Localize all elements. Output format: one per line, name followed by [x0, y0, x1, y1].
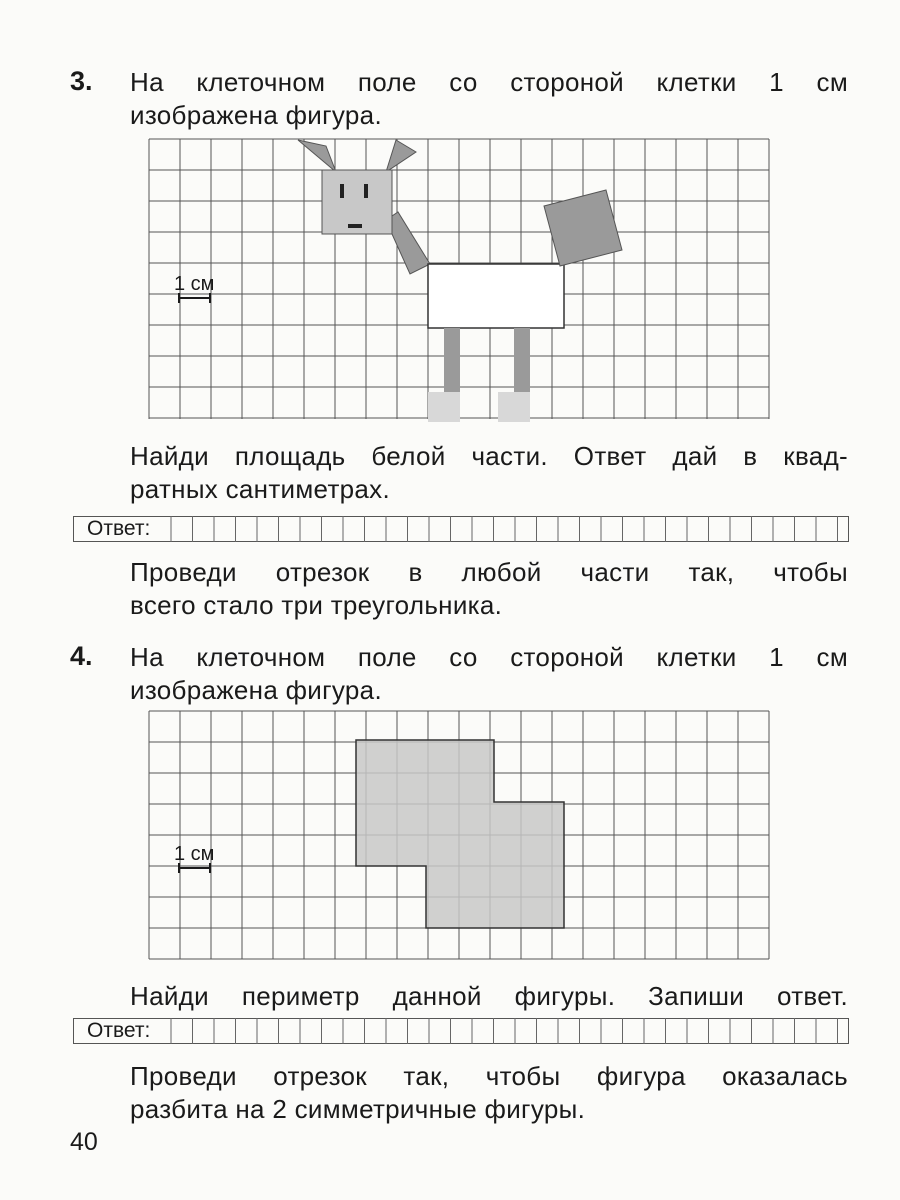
task-3-scale-marker — [174, 273, 214, 303]
task-4-answer-box[interactable] — [73, 1018, 849, 1044]
dog-right-eye — [364, 184, 368, 198]
task-4-question — [130, 980, 848, 1013]
task-3-number: 3. — [70, 66, 93, 96]
task-3-instruction — [130, 556, 848, 589]
task-3-question-cont — [130, 473, 848, 506]
task-3-dog-figure — [298, 140, 622, 422]
dog-body — [428, 264, 564, 328]
task-4-instruction-line-1: Проведи отрезок так, чтобы фигура оказалась — [130, 1061, 848, 1091]
task-4-scale-marker — [174, 843, 214, 873]
task-3-instruction-line-1: Проведи отрезок в любой части так, чтобы — [130, 557, 848, 587]
task-4-scale-label: 1 см — [174, 843, 215, 865]
task-3-intro-line-2: изображена фигура. — [130, 100, 382, 130]
task-4-instruction — [130, 1060, 848, 1093]
task-4-intro-line-2: изображена фигура. — [130, 675, 382, 705]
task-3-answer-cells — [73, 516, 849, 542]
page-number: 40 — [70, 1128, 98, 1156]
task-3-intro-cont — [130, 99, 848, 132]
task-4-instruction-line-2: разбита на 2 симметричные фигуры. — [130, 1094, 586, 1124]
task-4-intro-cont — [130, 674, 848, 707]
task-4-instruction-cont — [130, 1093, 848, 1126]
task-3-scale-label: 1 см — [174, 273, 215, 295]
task-3-answer-box[interactable] — [73, 516, 849, 542]
dog-back-paw — [498, 392, 530, 422]
dog-neck — [392, 212, 430, 274]
dog-left-eye — [340, 184, 344, 198]
dog-mouth — [348, 224, 362, 228]
task-4-grid-figure — [148, 710, 772, 962]
task-3-intro-line-1: На клеточном поле со стороной клетки 1 см — [130, 67, 848, 97]
task-3-question-line-1: Найди площадь белой части. Ответ дай в квад- — [130, 441, 848, 471]
dog-back-leg — [514, 328, 530, 392]
task-4-question-line-1: Найди периметр данной фигуры. Запиши ответ. — [130, 981, 848, 1011]
task-3-intro — [130, 66, 848, 99]
dog-right-ear — [386, 140, 416, 172]
task-3-instruction-line-2: всего стало три треугольника. — [130, 590, 503, 620]
dog-front-leg — [444, 328, 460, 392]
task-3-question — [130, 440, 848, 473]
task-3-grid-figure — [148, 138, 772, 424]
task-4-intro-line-1: На клеточном поле со стороной клетки 1 см — [130, 642, 848, 672]
task-4-number: 4. — [70, 641, 93, 671]
task-4-answer-cells — [73, 1018, 849, 1044]
task-4-intro — [130, 641, 848, 674]
dog-front-paw — [428, 392, 460, 422]
task-4-answer-label: Ответ: — [87, 1019, 151, 1042]
task-3-answer-label: Ответ: — [87, 517, 151, 540]
task-3-question-line-2: ратных сантиметрах. — [130, 474, 390, 504]
task-4-shape — [356, 740, 564, 928]
task-3-instruction-cont — [130, 589, 848, 622]
